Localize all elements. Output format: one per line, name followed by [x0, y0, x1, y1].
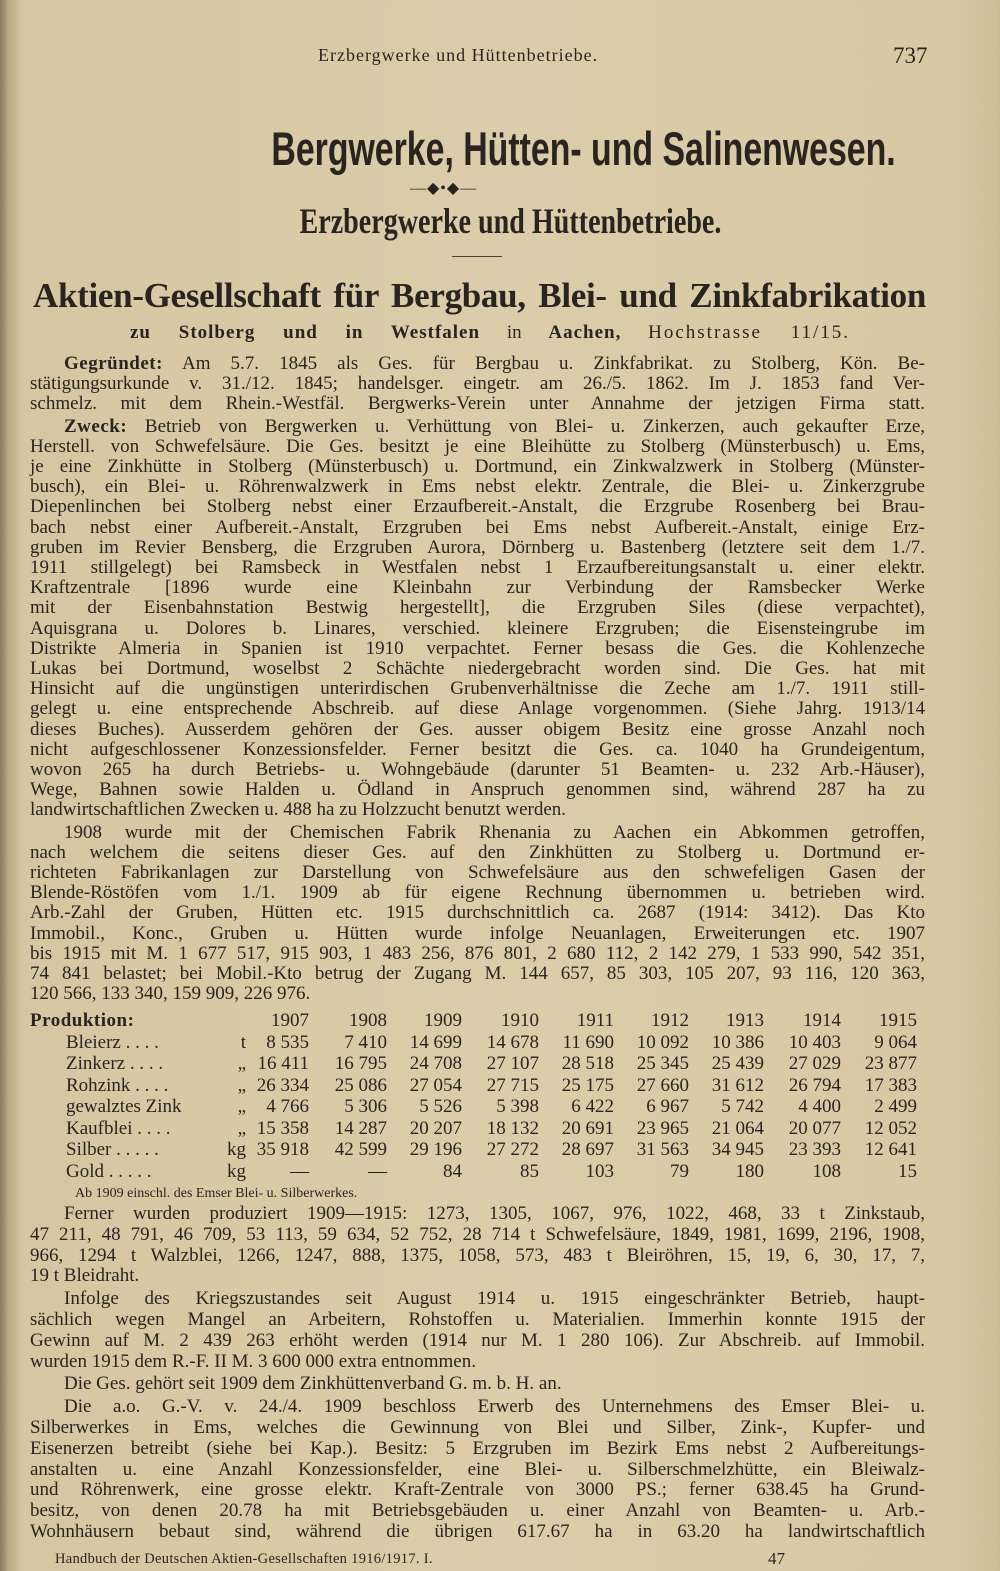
year-header: 1911	[576, 1010, 614, 1031]
text-line	[30, 1266, 925, 1287]
table-row	[30, 1139, 930, 1161]
line-text: Ferner wurden produziert 1909—1915: 1273, 1305, 1067, 976, 1022, 468, 33 t Zinkstaub,	[64, 1203, 925, 1224]
cell-value: 6 422	[571, 1096, 614, 1117]
cell-value: 31 563	[636, 1139, 689, 1160]
cell-value: 16 411	[257, 1053, 309, 1074]
line-text: 120 566, 133 340, 159 909, 226 976.	[30, 983, 311, 1005]
ornament-divider: —◆•◆—	[410, 180, 478, 197]
cell-value: 20 077	[788, 1117, 841, 1139]
line-text: je eine Zinkhütte in Stolberg (Münsterbusch) u. Dortmund, ein Zinkwalzwerk in Stolberg (Münster-	[30, 456, 925, 478]
cell-value: 10 386	[711, 1031, 764, 1053]
line-text: Lukas bei Dortmund, woselbst 2 Schächte niedergebracht worden sind. Die Ges. hat mit	[30, 658, 925, 680]
text-line	[30, 800, 925, 820]
page-number: 737	[893, 43, 928, 68]
paragraph	[30, 417, 925, 821]
cell-value: 103	[585, 1160, 614, 1182]
table-row	[30, 1032, 930, 1054]
text-line	[30, 518, 925, 538]
text-line	[30, 699, 925, 719]
line-text: Hinsicht auf die ungünstigen unterirdischen Grubenverhältnisse die Zeche am 1./7. 1911 still-	[30, 678, 925, 700]
cell-value: 9 064	[874, 1031, 917, 1053]
cell-value: 26 334	[256, 1074, 309, 1096]
line-text: anstalten u. eine Anzahl Konzessionsfelder, eine Blei- u. Silberschmelzhütte, ein Bleiwalz-	[30, 1458, 925, 1480]
cell-value: 23 393	[788, 1139, 841, 1160]
paragraph	[30, 1204, 925, 1287]
text-line	[30, 1246, 925, 1267]
table-row	[30, 1096, 930, 1118]
text-block-history	[30, 354, 925, 1005]
text-line	[30, 1374, 925, 1395]
cell-value: 25 175	[561, 1074, 614, 1096]
line-text: 19 t Bleidraht.	[30, 1265, 140, 1287]
text-line	[30, 760, 925, 780]
row-label: Bleierz . . . .	[66, 1031, 159, 1053]
cell-value: —	[368, 1160, 387, 1182]
cell-value: 10 092	[636, 1031, 689, 1053]
cell-value: —	[290, 1160, 309, 1182]
line-text: schmelz. mit dem Rhein.-Westfäl. Bergwerks-Verein unter Annahme der jetzigen Firma statt.	[30, 393, 925, 415]
seat-in: in	[506, 322, 522, 343]
line-text: Blende-Röstöfen vom 1./1. 1909 ab für eigene Rechnung übernommen u. betrieben wird.	[30, 882, 925, 904]
text-line	[30, 843, 925, 863]
cell-value: 4 400	[798, 1096, 841, 1117]
cell-value: 10 403	[788, 1031, 841, 1053]
line-text: dieses Buches). Ausserdem gehören der Ges. ausser obigem Besitz eine grosse Anzahl noch	[30, 718, 925, 740]
cell-value: 29 196	[409, 1139, 462, 1160]
line-text: Die Ges. gehört seit 1909 dem Zinkhüttenverband G. m. b. H. an.	[64, 1373, 562, 1395]
table-note: Ab 1909 einschl. des Emser Blei- u. Silberwerkes.	[75, 1186, 358, 1201]
paragraph	[30, 1397, 925, 1543]
row-label: gewalztes Zink	[66, 1096, 182, 1117]
text-line	[30, 780, 925, 800]
table-row	[30, 1075, 930, 1097]
row-unit: t	[240, 1031, 246, 1053]
line-text: Silberwerkes in Ems, welches die Gewinnung von Blei und Silber, Zink-, Kupfer- und	[30, 1416, 925, 1438]
line-text: busch), ein Blei- u. Röhrenwalzwerk in Ems nebst elektr. Zentrale, die Blei- u. Zinkerzgrube	[30, 476, 925, 498]
text-block-details	[30, 1204, 925, 1543]
paragraph-label: Zweck:	[64, 415, 128, 437]
text-line	[30, 1480, 925, 1501]
cell-value: 31 612	[711, 1074, 764, 1096]
cell-value: 5 742	[721, 1096, 764, 1117]
cell-value: 5 398	[496, 1096, 539, 1117]
text-line	[30, 1331, 925, 1352]
text-line	[30, 823, 925, 843]
year-header: 1915	[879, 1010, 917, 1031]
production-table	[30, 1010, 930, 1182]
text-line	[30, 1204, 925, 1225]
text-line	[30, 964, 925, 984]
text-line	[30, 1439, 925, 1460]
cell-value: 27 029	[788, 1053, 841, 1074]
cell-value: 20 691	[561, 1117, 614, 1139]
line-text: bach nebst einer Aufbereit.-Anstalt, Erzgruben bei Ems nebst Aufbereit.-Anstalt, einige Erz-	[30, 516, 925, 538]
cell-value: 35 918	[256, 1139, 309, 1160]
text-line	[30, 740, 925, 760]
cell-value: 11 690	[562, 1031, 614, 1053]
line-text: 74 841 belastet; bei Mobil.-Kto betrug der Zugang M. 144 657, 85 303, 105 207, 93 116, 120 363,	[30, 963, 925, 985]
line-text: Arb.-Zahl der Gruben, Hütten etc. 1915 durchschnittlich ca. 2687 (1914: 3412). Das Kto	[30, 902, 925, 924]
cell-value: 5 306	[344, 1096, 387, 1117]
company-name: Aktien-Gesellschaft für Bergbau, Blei- und Zinkfabrikation	[33, 276, 926, 315]
cell-value: 23 965	[636, 1117, 689, 1139]
cell-value: 15 358	[256, 1117, 309, 1139]
table-row	[30, 1118, 930, 1140]
cell-value: 12 052	[864, 1117, 917, 1139]
line-text: 47 211, 48 791, 46 709, 53 113, 59 634, 52 752, 28 714 t Schwefelsäure, 1849, 1981, 1699, 2196, 1908,	[30, 1223, 925, 1245]
text-line	[30, 477, 925, 497]
section-title-text: Bergwerke, Hütten- und Salinenwesen.	[271, 122, 896, 175]
cell-value: 23 877	[864, 1053, 917, 1074]
line-text: wurden 1915 dem R.-F. II M. 3 600 000 extra entnommen.	[30, 1350, 476, 1372]
line-text: Aquisgrana u. Dolores b. Linares, verschied. kleinere Erzgruben; die Eisensteingrube im	[30, 617, 925, 639]
text-line	[30, 1522, 925, 1543]
cell-value: 25 345	[636, 1053, 689, 1074]
cell-value: 25 439	[711, 1053, 764, 1074]
paragraph	[30, 1374, 925, 1395]
cell-value: 7 410	[344, 1031, 387, 1053]
line-text: Immobil., Konc., Gruben u. Hütten wurde infolge Neuanlagen, Erweiterungen etc. 1907	[30, 922, 925, 944]
cell-value: 26 794	[788, 1074, 841, 1096]
cell-value: 15	[898, 1160, 917, 1182]
row-unit: kg	[227, 1160, 246, 1182]
line-text: wovon 265 ha durch Betriebs- u. Wohngebäude (darunter 51 Beamten- u. 232 Arb.-Häuser),	[30, 759, 925, 781]
line-text: und Röhrenwerk, eine grosse elektr. Kraft-Zentrale von 3000 PS.; ferner 638.45 ha Grund-	[30, 1479, 925, 1501]
year-header: 1907	[271, 1010, 309, 1031]
text-line	[30, 1397, 925, 1418]
cell-value: 27 107	[486, 1053, 539, 1074]
line-text: Wohnhäusern bebaut sind, während die übrigen 617.67 ha in 63.20 ha landwirtschaftlich	[30, 1520, 925, 1542]
row-label: Kaufblei . . . .	[66, 1117, 171, 1139]
text-line	[30, 679, 925, 699]
cell-value: 34 945	[711, 1139, 764, 1160]
line-text: 966, 1294 t Walzblei, 1266, 1247, 888, 1375, 1058, 573, 483 t Bleiröhren, 15, 19, 6, 30, 17, 7,	[30, 1244, 925, 1266]
line-text: Betrieb von Bergwerken u. Verhüttung von Blei- u. Zinkerzen, auch gekaufter Erze,	[144, 415, 926, 437]
cell-value: 18 132	[486, 1117, 539, 1139]
line-text: Infolge des Kriegszustandes seit August 1914 u. 1915 eingeschränkter Betrieb, haupt-	[64, 1288, 925, 1310]
text-line	[30, 1460, 925, 1481]
line-text: 1911 stillgelegt) bei Ramsbeck in Westfalen nebst 1 Erzaufbereitungsanstalt u. einer elektr.	[30, 557, 925, 579]
row-label: Gold . . . . .	[66, 1160, 152, 1182]
row-unit: kg	[227, 1139, 246, 1160]
line-text: Kraftzentrale [1896 wurde eine Kleinbahn zur Verbindung der Ramsbecker Werke	[30, 577, 925, 599]
cell-value: 14 699	[409, 1031, 462, 1053]
line-text: mit der Eisenbahnstation Bestwig hergestellt], die Erzgruben Siles (diese verpachtet),	[30, 597, 925, 619]
year-header: 1914	[803, 1010, 841, 1031]
text-line	[30, 598, 925, 618]
text-line	[30, 924, 925, 944]
cell-value: 42 599	[334, 1139, 387, 1160]
line-text: richteten Fabrikanlagen zur Darstellung von Schwefelsäure aus den schwefeligen Gasen der	[30, 862, 925, 884]
seat-location: zu Stolberg und in Westfalen	[130, 322, 481, 343]
text-line	[30, 558, 925, 578]
line-text: Am 5.7. 1845 als Ges. für Bergbau u. Zinkfabrikat. zu Stolberg, Kön. Be-	[181, 353, 925, 374]
line-text: sächlich wegen Mangel an Arbeitern, Rohstoffen u. Materialien. Immerhin konnte 1915 der	[30, 1308, 925, 1330]
cell-value: 28 518	[561, 1053, 614, 1074]
line-text: landwirtschaftlichen Zwecken u. 488 ha zu Holzzucht benutzt werden.	[30, 799, 567, 821]
section-title	[150, 122, 896, 176]
text-line	[30, 619, 925, 639]
cell-value: 108	[812, 1160, 841, 1182]
text-line	[30, 1225, 925, 1246]
text-line	[30, 883, 925, 903]
cell-value: 21 064	[711, 1117, 764, 1139]
text-line	[30, 457, 925, 477]
row-unit: „	[237, 1074, 246, 1096]
cell-value: 28 697	[561, 1139, 614, 1160]
cell-value: 20 207	[409, 1117, 462, 1139]
year-header: 1908	[349, 1010, 387, 1031]
divider-rule	[452, 256, 502, 257]
text-line	[30, 863, 925, 883]
text-line	[30, 1418, 925, 1439]
year-header: 1910	[501, 1010, 539, 1031]
row-unit: „	[237, 1117, 246, 1139]
paragraph	[30, 823, 925, 1005]
text-line	[30, 374, 925, 394]
text-line	[30, 437, 925, 457]
text-line	[30, 639, 925, 659]
line-text: Diepenlinchen bei Stolberg nebst einer Erzaufbereit.-Anstalt, die Erzgrube Rosenberg bei Brau-	[30, 496, 925, 518]
row-label: Silber . . . . .	[66, 1139, 159, 1160]
cell-value: 85	[520, 1160, 539, 1182]
cell-value: 84	[443, 1160, 462, 1182]
line-text: gelegt u. eine entsprechende Abschreib. auf diese Anlage vorgenommen. (Siehe Jahrg. 1913/14	[30, 698, 925, 720]
row-label: Zinkerz . . . .	[66, 1053, 164, 1074]
row-unit: „	[237, 1053, 246, 1074]
text-line	[30, 354, 925, 374]
text-line	[30, 417, 925, 437]
seat-city: Aachen,	[548, 322, 622, 343]
cell-value: 12 641	[864, 1139, 917, 1160]
paragraph	[30, 1289, 925, 1372]
year-header: 1912	[651, 1010, 689, 1031]
text-line	[30, 394, 925, 414]
paragraph	[30, 354, 925, 415]
cell-value: 2 499	[874, 1096, 917, 1117]
line-text: Eisenerzen betreibt (siehe bei Kap.). Besitz: 5 Erzgruben im Bezirk Ems nebst 2 Aufbereitungs-	[30, 1437, 925, 1459]
running-head: Erzbergwerke und Hüttenbetriebe.	[318, 45, 599, 65]
cell-value: 8 535	[266, 1031, 309, 1053]
cell-value: 17 383	[864, 1074, 917, 1096]
text-line	[30, 944, 925, 964]
line-text: 1908 wurde mit der Chemischen Fabrik Rhenania zu Aachen ein Abkommen getroffen,	[64, 821, 925, 843]
text-line	[30, 1310, 925, 1331]
cell-value: 25 086	[334, 1074, 387, 1096]
text-line	[30, 720, 925, 740]
cell-value: 79	[670, 1160, 689, 1182]
cell-value: 27 272	[486, 1139, 539, 1160]
cell-value: 5 526	[419, 1096, 462, 1117]
cell-value: 16 795	[334, 1053, 387, 1074]
text-line	[30, 1352, 925, 1373]
text-line	[30, 1289, 925, 1310]
table-row	[30, 1161, 930, 1183]
cell-value: 24 708	[409, 1053, 462, 1074]
footer-title: Handbuch der Deutschen Aktien-Gesellschaften 1916/1917. I.	[55, 1551, 433, 1567]
row-label: Rohzink . . . .	[66, 1074, 169, 1096]
text-line	[30, 497, 925, 517]
text-line	[30, 538, 925, 558]
text-line	[30, 1501, 925, 1522]
line-text: Distrikte Almeria in Spanien ist 1910 verpachtet. Ferner besass die Ges. die Kohlenzeche	[30, 637, 925, 659]
text-line	[30, 903, 925, 923]
cell-value: 14 287	[334, 1117, 387, 1139]
line-text: Herstell. von Schwefelsäure. Die Ges. besitzt je eine Bleihütte zu Stolberg (Münsterbusch) u. Ems,	[30, 435, 925, 457]
line-text: Gewinn auf M. 2 439 263 erhöht werden (1914 nur M. 1 280 106). Zur Abschreib. auf Immobil.	[30, 1329, 925, 1351]
subsection-title-text: Erzbergwerke und Hüttenbetriebe.	[299, 201, 722, 241]
cell-value: 6 967	[646, 1096, 689, 1117]
row-unit: „	[237, 1096, 246, 1117]
year-header: 1913	[726, 1010, 764, 1031]
cell-value: 27 660	[636, 1074, 689, 1096]
seat-address: Hochstrasse 11/15.	[648, 322, 851, 343]
cell-value: 27 054	[409, 1074, 462, 1096]
cell-value: 4 766	[266, 1096, 309, 1117]
line-text: bis 1915 mit M. 1 677 517, 915 903, 1 483 256, 876 801, 2 680 112, 2 142 279, 1 533 990, 542 351,	[30, 942, 925, 964]
year-header: 1909	[424, 1010, 462, 1031]
line-text: nach welchem die seitens dieser Ges. auf den Zinkhütten zu Stolberg u. Dortmund er-	[30, 841, 925, 863]
line-text: Die a.o. G.-V. v. 24./4. 1909 beschloss Erwerb des Unternehmens des Emser Blei- u.	[64, 1396, 925, 1418]
text-line	[30, 984, 925, 1004]
text-line	[30, 578, 925, 598]
company-seat	[130, 322, 850, 344]
line-text: besitz, von denen 20.78 ha mit Betriebsgebäuden u. einer Anzahl von Beamten- u. Arb.-	[30, 1500, 925, 1522]
line-text: gruben im Revier Bensberg, die Erzgruben Aurora, Dörnberg u. Bastenberg (letztere seit dem 1./7.	[30, 536, 925, 558]
line-text: nicht aufgeschlossener Konzessionsfelder. Ferner besitzt die Ges. ca. 1040 ha Grundeigentum,	[30, 738, 925, 760]
footer-signature: 47	[768, 1549, 785, 1568]
paragraph-label: Gegründet:	[64, 353, 163, 374]
cell-value: 14 678	[486, 1031, 539, 1053]
cell-value: 180	[735, 1160, 764, 1182]
table-heading: Produktion:	[30, 1010, 135, 1031]
cell-value: 27 715	[486, 1074, 539, 1096]
text-line	[30, 659, 925, 679]
table-row	[30, 1053, 930, 1075]
line-text: Wege, Bahnen sowie Halden u. Ödland in Anspruch genommen sind, während 287 ha zu	[30, 779, 925, 801]
table-header-row	[30, 1010, 930, 1032]
subsection-title	[240, 201, 730, 241]
line-text: stätigungsurkunde v. 31./12. 1845; handelsger. eingetr. am 26./5. 1862. Im J. 1853 fand Ver-	[30, 373, 925, 395]
